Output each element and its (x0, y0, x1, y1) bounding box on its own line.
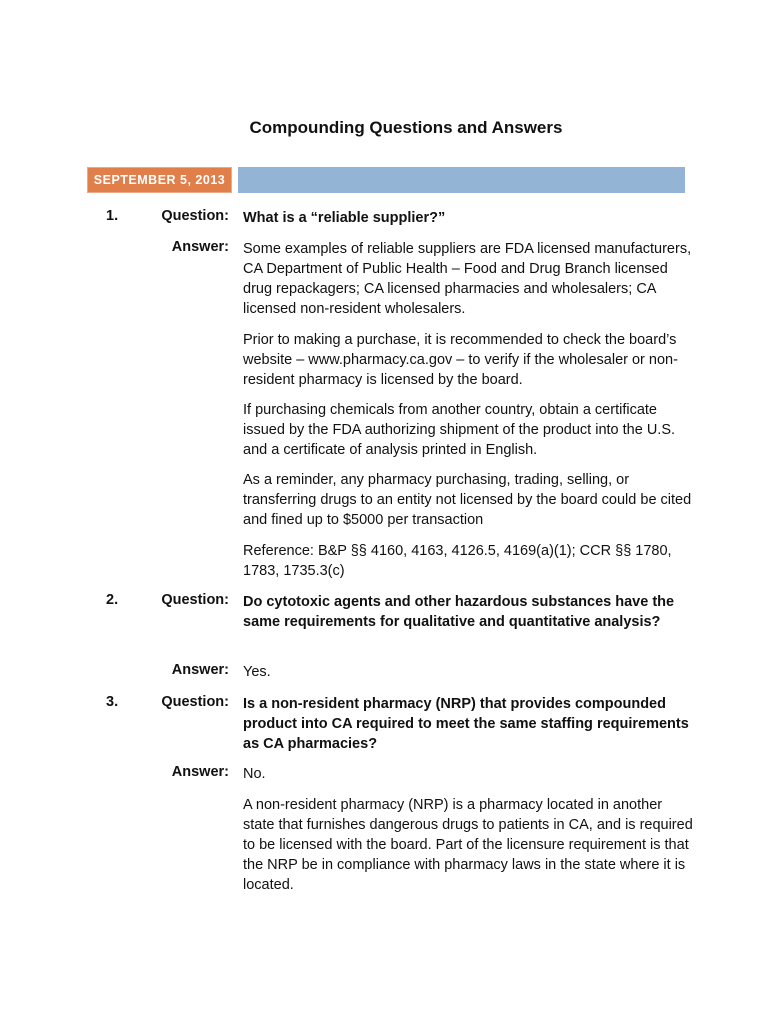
item-3-answer-p1: No. (243, 766, 266, 782)
item-1-question-label: Question: (161, 208, 229, 224)
item-1-answer-label: Answer: (171, 239, 229, 255)
item-3-question-label: Question: (161, 694, 229, 710)
date-banner (87, 167, 685, 193)
page-title: Compounding Questions and Answers (249, 118, 563, 137)
item-1-number: 1. (106, 208, 119, 224)
item-1-reference: Reference: B&P §§ 4160, 4163, 4126.5, 4169(a)(1); CCR §§ 1780, 1783, 1735.3(c) (243, 543, 672, 579)
item-2-answer-label: Answer: (171, 662, 229, 678)
item-2-answer-p1: Yes. (243, 664, 271, 680)
item-1-answer-p2: Prior to making a purchase, it is recommended to check the board’s website – www.pharmacy.ca.gov – to verify if the wholesaler or non-resident pharmacy is licensed by the board. (243, 332, 678, 388)
item-3-number: 3. (106, 694, 119, 710)
item-2-question-label: Question: (161, 592, 229, 608)
item-3-question: Is a non-resident pharmacy (NRP) that provides compounded product into CA required to meet the same staffing requirements as CA pharmacies? (243, 696, 689, 752)
date-badge: SEPTEMBER 5, 2013 (87, 167, 232, 193)
item-1-question: What is a “reliable supplier?” (243, 210, 446, 226)
item-2-number: 2. (106, 592, 119, 608)
item-1-answer-p3: If purchasing chemicals from another country, obtain a certificate issued by the FDA authorizing shipment of the product into the U.S. and a certificate of analysis printed in English. (243, 402, 676, 458)
item-3-answer-label: Answer: (171, 764, 229, 780)
item-3-answer-p2: A non-resident pharmacy (NRP) is a pharmacy located in another state that furnishes dangerous drugs to patients in CA, and is required to be licensed with the board. Part of the licensure requirement is that the NRP be in compliance with pharmacy laws in the state where it is located. (243, 797, 693, 893)
item-1-answer-p1: Some examples of reliable suppliers are FDA licensed manufacturers, CA Department of Public Health – Food and Drug Branch licensed drug repackagers; CA licensed pharmacies and wholesalers; CA licensed non-resident wholesalers. (243, 241, 692, 317)
item-2-question: Do cytotoxic agents and other hazardous substances have the same requirements for qualitative and quantitative analysis? (243, 594, 675, 630)
item-1-answer-p4: As a reminder, any pharmacy purchasing, trading, selling, or transferring drugs to an entity not licensed by the board could be cited and fined up to $5000 per transaction (243, 472, 692, 528)
date-stripe (238, 167, 685, 193)
